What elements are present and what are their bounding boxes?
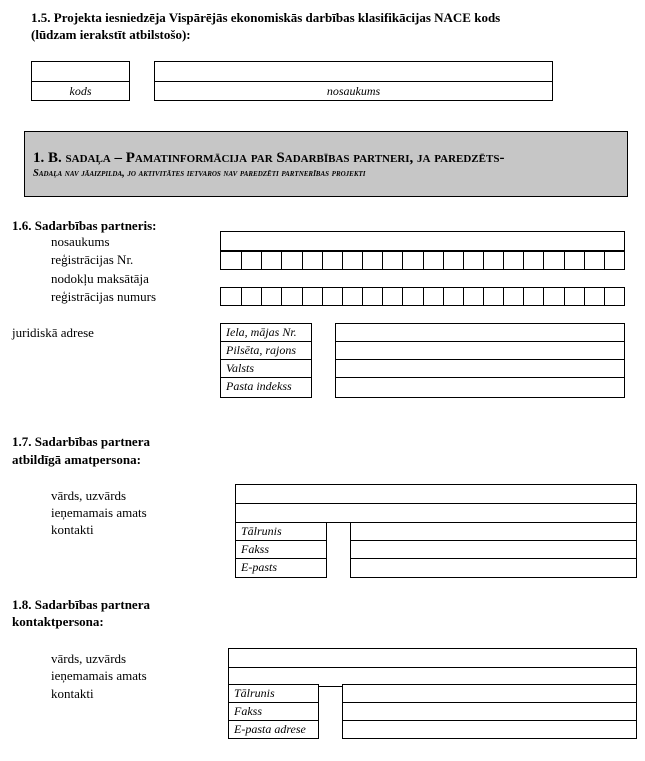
s18-name-input[interactable] <box>228 648 637 668</box>
addr-street-label: Iela, mājas Nr. <box>226 325 297 339</box>
cell-divider <box>463 252 464 269</box>
cell-divider <box>281 252 282 269</box>
cell-divider <box>483 288 484 305</box>
section-1b-banner <box>24 131 628 197</box>
s17-heading-line1: 1.7. Sadarbības partnera <box>12 434 150 449</box>
cell-divider <box>423 252 424 269</box>
cell-divider <box>604 252 605 269</box>
s18-fax-label: Fakss <box>234 704 262 718</box>
s18-phone-input[interactable] <box>343 685 636 702</box>
cell-divider <box>503 252 504 269</box>
cell-divider <box>362 288 363 305</box>
banner-subtitle: Sadaļa nav jāaizpilda, jo aktivitātes ietvaros nav paredzēti partnerības projekti <box>33 168 366 179</box>
cell-divider <box>382 252 383 269</box>
addr-city-label: Pilsēta, rajons <box>226 343 297 357</box>
cell-divider <box>402 252 403 269</box>
s17-fax-label: Fakss <box>241 542 269 556</box>
banner-title: 1. B. sadaļa – Pamatinformācija par Sadarbības partneri, ja paredzēts- <box>33 150 505 166</box>
cell-divider <box>302 252 303 269</box>
cell-divider <box>543 288 544 305</box>
s18-heading-line1: 1.8. Sadarbības partnera <box>12 597 150 612</box>
cell-divider <box>523 288 524 305</box>
addr-postcode-label: Pasta indekss <box>226 379 292 393</box>
cell-divider <box>382 288 383 305</box>
cell-divider <box>402 288 403 305</box>
s17-phone-label: Tālrunis <box>241 524 282 538</box>
nace-name-caption: nosaukums <box>326 84 381 98</box>
cell-divider <box>564 288 565 305</box>
cell-divider <box>443 252 444 269</box>
cell-divider <box>322 288 323 305</box>
s17-position-input[interactable] <box>235 503 637 523</box>
s15-heading-line2: (lūdzam ierakstīt atbilstošo): <box>31 27 191 42</box>
cell-divider <box>302 288 303 305</box>
partner-reg-number-input[interactable] <box>220 251 625 270</box>
cell-divider <box>342 288 343 305</box>
cell-divider <box>503 288 504 305</box>
s18-heading-line2: kontaktpersona: <box>12 614 104 629</box>
cell-divider <box>423 288 424 305</box>
cell-divider <box>261 252 262 269</box>
cell-divider <box>362 252 363 269</box>
s17-fax-input[interactable] <box>351 541 636 558</box>
s16-heading: 1.6. Sadarbības partneris: <box>12 218 157 233</box>
s18-email-label: E-pasta adrese <box>234 722 306 736</box>
cell-divider <box>463 288 464 305</box>
partner-address-label: juridiskā adrese <box>12 325 94 340</box>
partner-name-label: nosaukums <box>51 234 110 249</box>
addr-country-label: Valsts <box>226 361 255 375</box>
cell-divider <box>564 252 565 269</box>
cell-divider <box>281 288 282 305</box>
cell-divider <box>322 252 323 269</box>
cell-divider <box>443 288 444 305</box>
cell-divider <box>241 288 242 305</box>
s17-heading-line2: atbildīgā amatpersona: <box>12 452 141 467</box>
addr-street-input[interactable] <box>336 324 624 341</box>
cell-divider <box>584 252 585 269</box>
s18-fax-input[interactable] <box>343 703 636 720</box>
s17-contacts-label: kontakti <box>51 522 94 537</box>
s17-position-label: ieņemamais amats <box>51 505 147 520</box>
addr-country-input[interactable] <box>336 360 624 377</box>
nace-code-caption: kods <box>69 84 92 98</box>
s15-heading-line1: 1.5. Projekta iesniedzēja Vispārējās ekonomiskās darbības klasifikācijas NACE kods <box>31 10 501 25</box>
s17-email-label: E-pasts <box>241 560 277 574</box>
s17-name-label: vārds, uzvārds <box>51 488 127 503</box>
s18-contacts-label: kontakti <box>51 686 94 701</box>
addr-city-input[interactable] <box>336 342 624 359</box>
partner-tax-label-2: reģistrācijas numurs <box>51 289 157 304</box>
cell-divider <box>584 288 585 305</box>
partner-reg-label: reģistrācijas Nr. <box>51 252 134 267</box>
s18-phone-label: Tālrunis <box>234 686 275 700</box>
s17-phone-input[interactable] <box>351 523 636 540</box>
s17-name-input[interactable] <box>235 484 637 504</box>
s17-email-input[interactable] <box>351 559 636 577</box>
partner-tax-number-input[interactable] <box>220 287 625 306</box>
cell-divider <box>241 252 242 269</box>
cell-divider <box>261 288 262 305</box>
cell-divider <box>604 288 605 305</box>
cell-divider <box>523 252 524 269</box>
partner-tax-label-1: nodokļu maksātāja <box>51 271 149 286</box>
cell-divider <box>483 252 484 269</box>
partner-name-input[interactable] <box>220 231 625 251</box>
s18-name-label: vārds, uzvārds <box>51 651 127 666</box>
cell-divider <box>543 252 544 269</box>
addr-postcode-input[interactable] <box>336 378 624 397</box>
s18-position-label: ieņemamais amats <box>51 668 147 683</box>
cell-divider <box>342 252 343 269</box>
s18-email-input[interactable] <box>343 721 636 738</box>
